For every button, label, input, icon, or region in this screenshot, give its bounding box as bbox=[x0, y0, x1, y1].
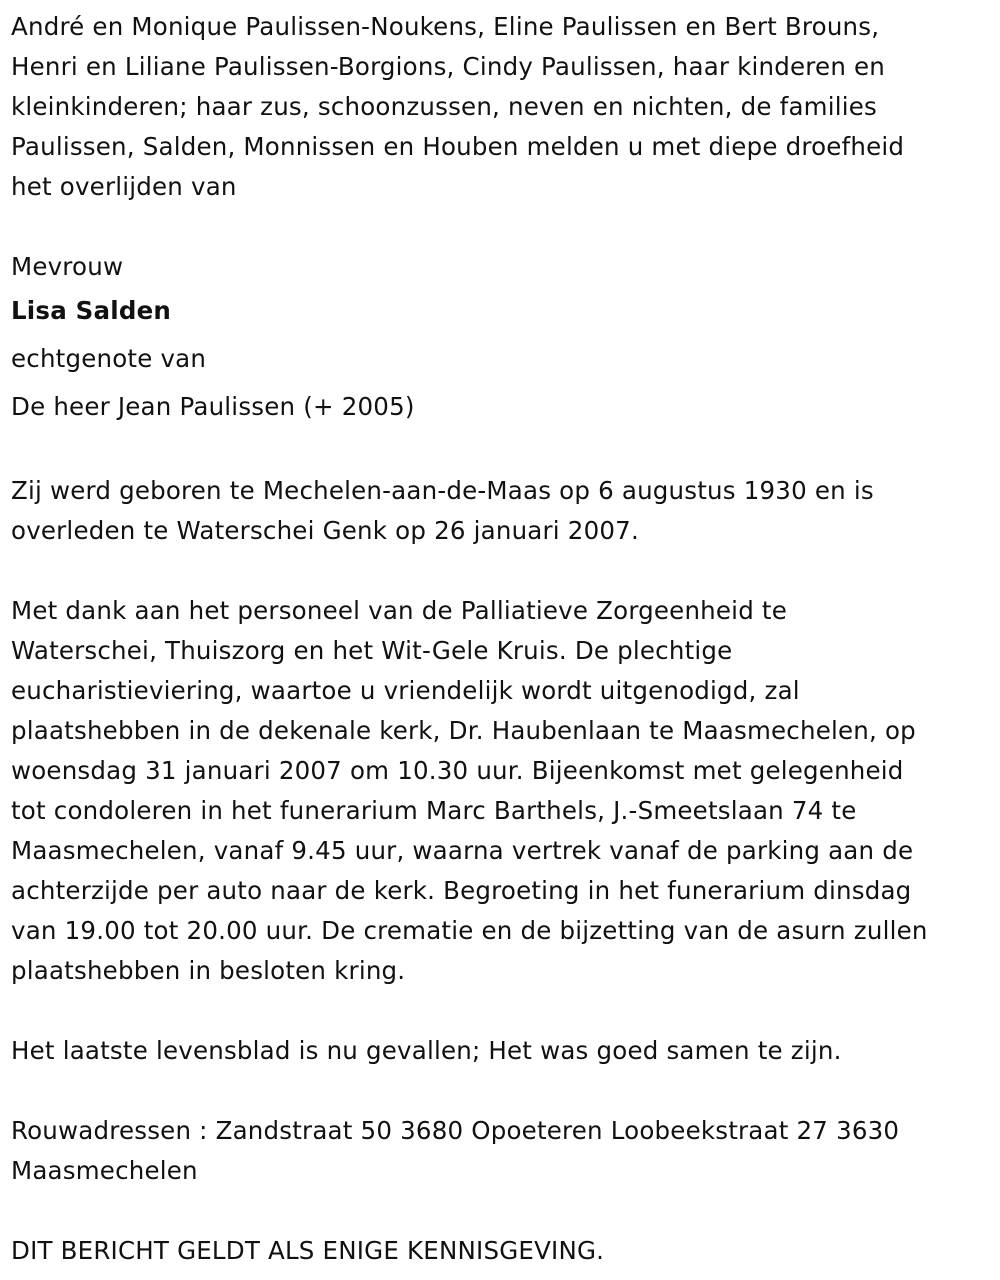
spacer bbox=[11, 431, 1000, 471]
spacer bbox=[11, 207, 1000, 247]
ceremony-line: Maasmechelen, vanaf 9.45 uur, waarna vertrek vanaf de parking aan de bbox=[11, 836, 914, 865]
deceased-spouse: De heer Jean Paulissen (+ 2005) bbox=[11, 392, 415, 421]
ceremony-line: eucharistieviering, waartoe u vriendelijk wordt uitgenodigd, zal bbox=[11, 676, 800, 705]
address-line: Rouwadressen : Zandstraat 50 3680 Opoeteren Loobeekstraat 27 3630 bbox=[11, 1116, 900, 1145]
notice: DIT BERICHT GELDT ALS ENIGE KENNISGEVING. bbox=[11, 1236, 605, 1265]
ceremony-line: woensdag 31 januari 2007 om 10.30 uur. Bijeenkomst met gelegenheid bbox=[11, 756, 904, 785]
spacer bbox=[11, 991, 1000, 1031]
ceremony-paragraph bbox=[11, 591, 1000, 991]
ceremony-line: Met dank aan het personeel van de Palliatieve Zorgeenheid te bbox=[11, 596, 788, 625]
birth-death-paragraph bbox=[11, 471, 1000, 551]
intro-paragraph bbox=[11, 7, 1000, 207]
spacer bbox=[11, 551, 1000, 591]
spacer bbox=[11, 1191, 1000, 1231]
deceased-name: Lisa Salden bbox=[11, 296, 172, 325]
ceremony-line: tot condoleren in het funerarium Marc Barthels, J.-Smeetslaan 74 te bbox=[11, 796, 857, 825]
ceremony-line: Waterschei, Thuiszorg en het Wit-Gele Kruis. De plechtige bbox=[11, 636, 733, 665]
ceremony-line: plaatshebben in besloten kring. bbox=[11, 956, 406, 985]
ceremony-line: achterzijde per auto naar de kerk. Begroeting in het funerarium dinsdag bbox=[11, 876, 912, 905]
intro-line: Paulissen, Salden, Monnissen en Houben melden u met diepe droefheid bbox=[11, 132, 905, 161]
ceremony-line: van 19.00 tot 20.00 uur. De crematie en de bijzetting van de asurn zullen bbox=[11, 916, 928, 945]
birth-death-line: overleden te Waterschei Genk op 26 januari 2007. bbox=[11, 516, 639, 545]
deceased-relation: echtgenote van bbox=[11, 344, 207, 373]
quote: Het laatste levensblad is nu gevallen; Het was goed samen te zijn. bbox=[11, 1036, 842, 1065]
intro-line: Henri en Liliane Paulissen-Borgions, Cindy Paulissen, haar kinderen en bbox=[11, 52, 886, 81]
intro-line: kleinkinderen; haar zus, schoonzussen, neven en nichten, de families bbox=[11, 92, 878, 121]
intro-line: André en Monique Paulissen-Noukens, Eline Paulissen en Bert Brouns, bbox=[11, 12, 880, 41]
deceased-title: Mevrouw bbox=[11, 252, 124, 281]
ceremony-line: plaatshebben in de dekenale kerk, Dr. Haubenlaan te Maasmechelen, op bbox=[11, 716, 916, 745]
birth-death-line: Zij werd geboren te Mechelen-aan-de-Maas op 6 augustus 1930 en is bbox=[11, 476, 874, 505]
address-line: Maasmechelen bbox=[11, 1156, 198, 1185]
addresses-paragraph bbox=[11, 1111, 1000, 1191]
spacer bbox=[11, 1071, 1000, 1111]
intro-line: het overlijden van bbox=[11, 172, 237, 201]
